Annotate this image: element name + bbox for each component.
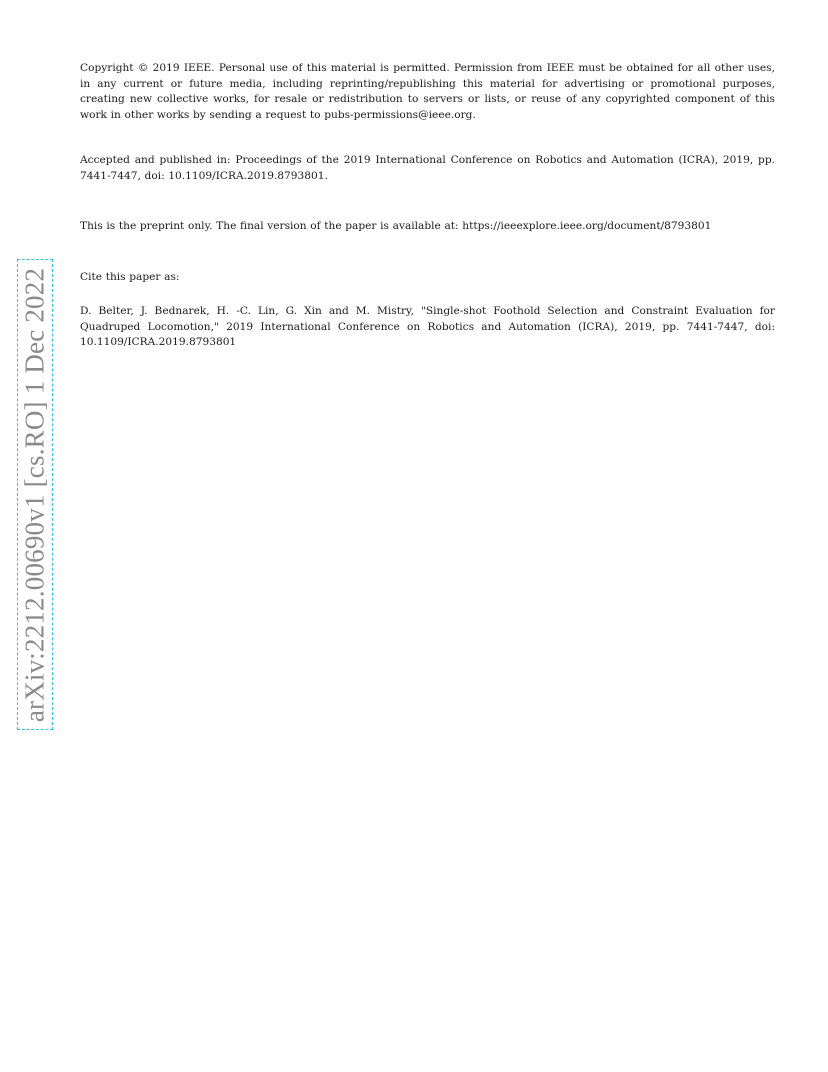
publication-notice: Accepted and published in: Proceedings of the 2019 International Conference on Robotics and Automation (ICRA), 2019, pp. 7441-7447, doi: 10.1109/ICRA.2019.8793801. (80, 154, 775, 182)
arxiv-identifier: arXiv:2212.00690v1 [cs.RO] 1 Dec 2022 (19, 267, 50, 722)
citation-text: D. Belter, J. Bednarek, H. -C. Lin, G. Xin and M. Mistry, "Single-shot Foothold Selection and Constraint Evaluation for Quadruped Locomotion," 2019 International Conference on Robotics and Automation (ICRA), 2019, pp. 7441-7447, doi: 10.1109/ICRA.2019.8793801 (80, 305, 775, 348)
copyright-notice: Copyright © 2019 IEEE. Personal use of this material is permitted. Permission from IEEE must be obtained for all other uses, in any current or future media, including reprinting/republishing this material for advertising or promotional purposes, creating new collective works, for resale or redistribution to servers or lists, or reuse of any copyrighted component of this work in other works by sending a request to pubs-permissions@ieee.org. (80, 62, 775, 121)
preprint-notice: This is the preprint only. The final version of the paper is available at: https://ieeexplore.ieee.org/document/8793801 (80, 220, 712, 232)
arxiv-stamp (17, 259, 53, 730)
cite-label: Cite this paper as: (80, 271, 180, 283)
